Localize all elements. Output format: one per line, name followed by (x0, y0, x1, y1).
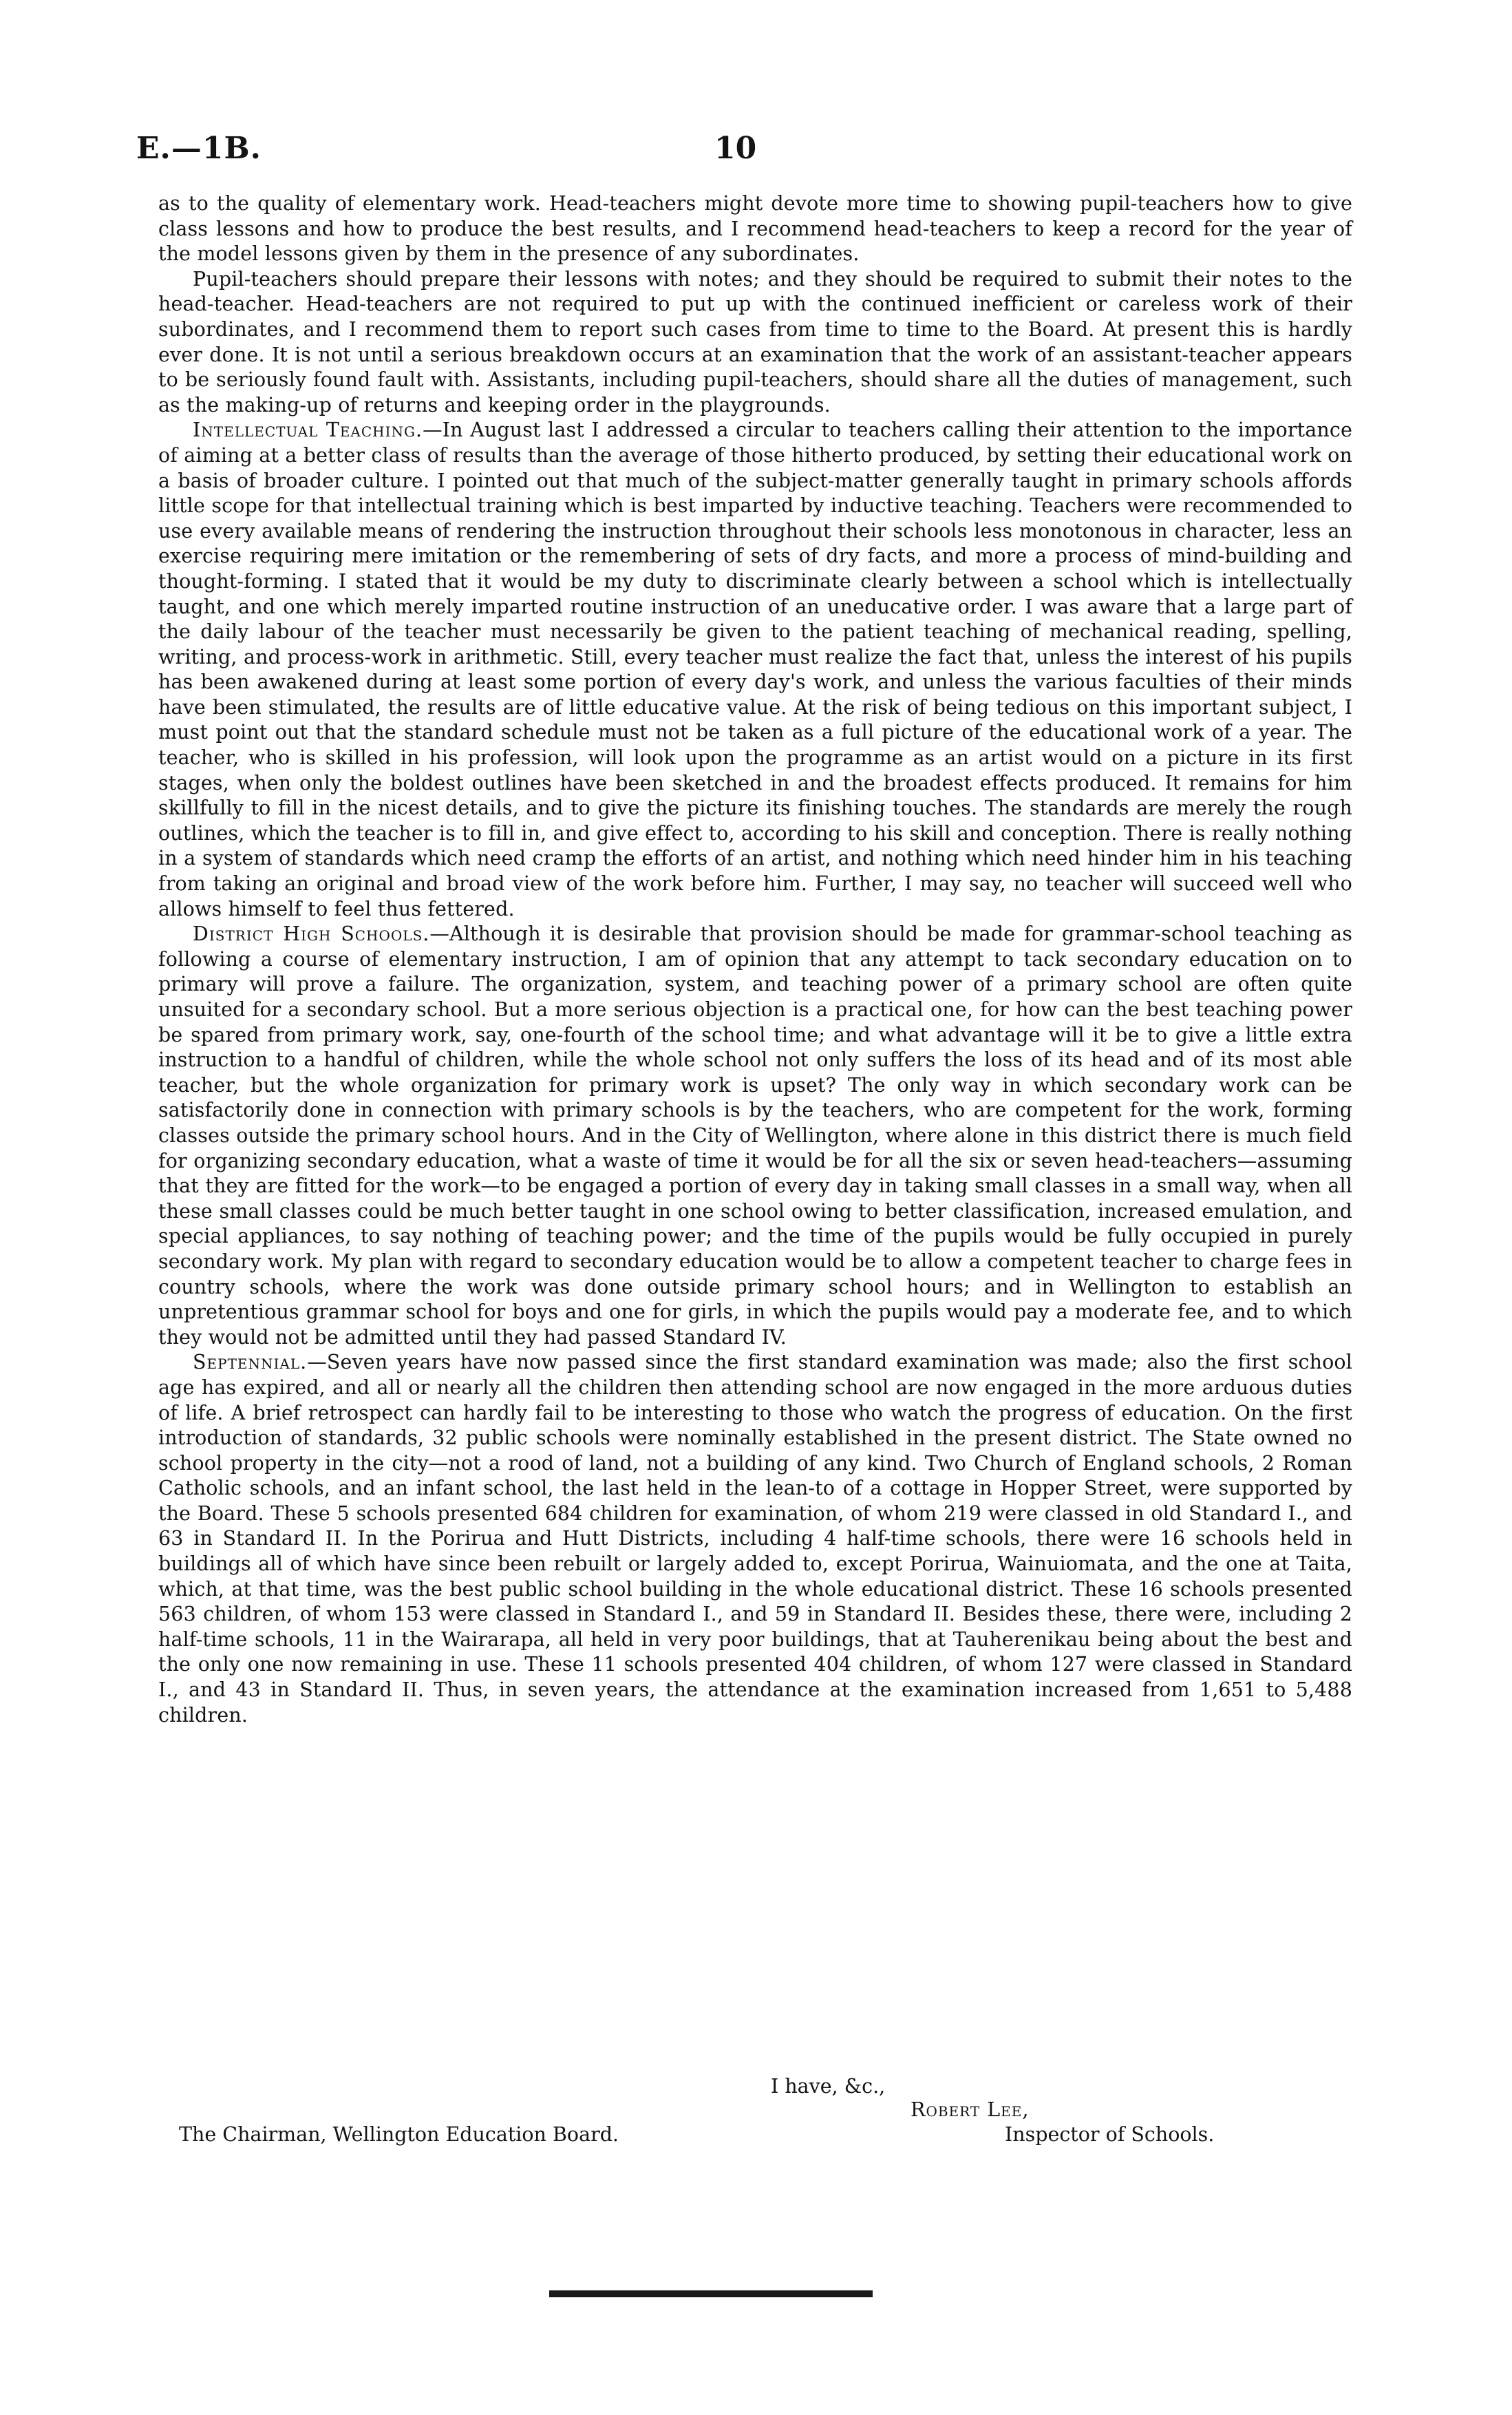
paragraph-text: —Although it is desirable that provision should be made for grammar-school teaching as following a course of elementary instruction, I am of opinion that any attempt to tack secondary education on to primary will prove a failure. The organization, system, and teaching power of a primary school are often quite unsuited for a secondary school. But a more serious objection is a practical one, for how can the best teaching power be spared from primary work, say, one-fourth of the school time; and what advantage will it be to give a little extra instruction to a handful of children, while the whole school not only suffers the loss of its head and of its most able teacher, but the whole organization for primary work is upset? The only way in which secondary work can be satisfactorily done in connection with primary schools is by the teachers, who are competent for the work, forming classes outside the primary school hours. And in the City of Wellington, where alone in this district there is much field for organizing secondary education, what a waste of time it would be for all the six or seven head-teachers—assuming that they are fitted for the work—to be engaged a portion of every day in taking small classes in a small way, when all these small classes could be much better taught in one school owing to better classification, increased emulation, and special appliances, to say nothing of teaching power; and the time of the pupils would be fully occupied in purely secondary work. My plan with regard to secondary education would be to allow a competent teacher to charge fees in country schools, where the work was done outside primary school hours; and in Wellington to establish an unpretentious grammar school for boys and one for girls, in which the pupils would pay a moderate fee, and to which they would not be admitted until they had passed Standard IV. (158, 922, 1352, 1349)
report-body (158, 191, 1352, 1728)
paragraph-septennial (158, 1350, 1352, 1728)
page-number: 10 (714, 131, 757, 166)
paragraph-text: as to the quality of elementary work. Head-teachers might devote more time to showing pupil-teachers how to give class lessons and how to produce the best results, and I recommend head-teachers to keep a record for the year of the model lessons given by them in the presence of any subordinates. (158, 192, 1352, 266)
page-header (136, 131, 1376, 172)
section-heading: District High Schools. (193, 922, 430, 946)
addressee: The Chairman, Wellington Education Board. (179, 2123, 619, 2146)
paragraph-text: —Seven years have now passed since the first standard examination was made; also the first school age has expired, and all or nearly all the children then attending school are now engaged in the more arduous duties of life. A brief retrospect can hardly fail to be interesting to those who watch the progress of education. On the first introduction of standards, 32 public schools were nominally established in the present district. The State owned no school property in the city—not a rood of land, not a building of any kind. Two Church of England schools, 2 Roman Catholic schools, and an infant school, the last held in the lean-to of a cottage in Hopper Street, were supported by the Board. These 5 schools presented 684 children for examination, of whom 219 were classed in old Standard I., and 63 in Standard II. In the Porirua and Hutt Districts, including 4 half-time schools, there were 16 schools held in buildings all of which have since been rebuilt or largely added to, except Porirua, Wainuiomata, and the one at Taita, which, at that time, was the best public school building in the whole educational district. These 16 schools presented 563 children, of whom 153 were classed in Standard I., and 59 in Standard II. Besides these, there were, including 2 half-time schools, 11 in the Wairarapa, all held in very poor buildings, that at Tauherenikau being about the best and the only one now remaining in use. These 11 schools presented 404 children, of whom 127 were classed in Standard I., and 43 in Standard II. Thus, in seven years, the attendance at the examination increased from 1,651 to 5,488 children. (158, 1351, 1352, 1727)
paragraph-intellectual-teaching (158, 418, 1352, 922)
signature-block (158, 2074, 1352, 2156)
signatory-title: Inspector of Schools. (1005, 2123, 1215, 2146)
paragraph-district-high-schools (158, 922, 1352, 1350)
signatory-name: Robert Lee, (911, 2098, 1030, 2121)
paragraph-text: —In August last I addressed a circular to teachers calling their attention to the importance of aiming at a better class of results than the average of those hitherto produced, by setting their educational work on a basis of broader culture. I pointed out that much of the subject-matter generally taught in primary schools affords little scope for that intellectual training which is best imparted by inductive teaching. Teachers were recommended to use every available means of rendering the instruction throughout their schools less monotonous in character, less an exercise requiring mere imitation or the remembering of sets of dry facts, and more a process of mind-building and thought-forming. I stated that it would be my duty to discriminate clearly between a school which is intellectually taught, and one which merely imparted routine instruction of an uneducative order. I was aware that a large part of the daily labour of the teacher must necessarily be given to the patient teaching of mechanical reading, spelling, writing, and process-work in arithmetic. Still, every teacher must realize the fact that, unless the interest of his pupils has been awakened during at least some portion of every day's work, and unless the various faculties of their minds have been stimulated, the results are of little educative value. At the risk of being tedious on this important subject, I must point out that the standard schedule must not be taken as a full picture of the educational work of a year. The teacher, who is skilled in his profession, will look upon the programme as an artist would on a picture in its first stages, when only the boldest outlines have been sketched in and the broadest effects produced. It remains for him skillfully to fill in the nicest details, and to give the picture its finishing touches. The standards are merely the rough outlines, which the teacher is to fill in, and give effect to, according to his skill and conception. There is really nothing in a system of standards which need cramp the efforts of an artist, and nothing which need hinder him in his teaching from taking an original and broad view of the work before him. Further, I may say, no teacher will succeed well who allows himself to feel thus fettered. (158, 419, 1352, 920)
paragraph-model-lessons (158, 191, 1352, 267)
paragraph-pupil-teachers (158, 267, 1352, 419)
document-reference: E.—1B. (136, 131, 262, 166)
closing-salutation: I have, &c., (771, 2075, 886, 2098)
paragraph-text: Pupil-teachers should prepare their lessons with notes; and they should be required to submit their notes to the head-teacher. Head-teachers are not required to put up with the continued inefficient or careless work of their subordinates, and I recommend them to report such cases from time to time to the Board. At present this is hardly ever done. It is not until a serious breakdown occurs at an examination that the work of an assistant-teacher appears to be seriously found fault with. Assistants, including pupil-teachers, should share all the duties of management, such as the making-up of returns and keeping order in the playgrounds. (158, 267, 1352, 416)
section-heading: Intellectual Teaching. (193, 419, 423, 442)
section-heading: Septennial. (193, 1351, 308, 1374)
end-rule (549, 2290, 873, 2297)
